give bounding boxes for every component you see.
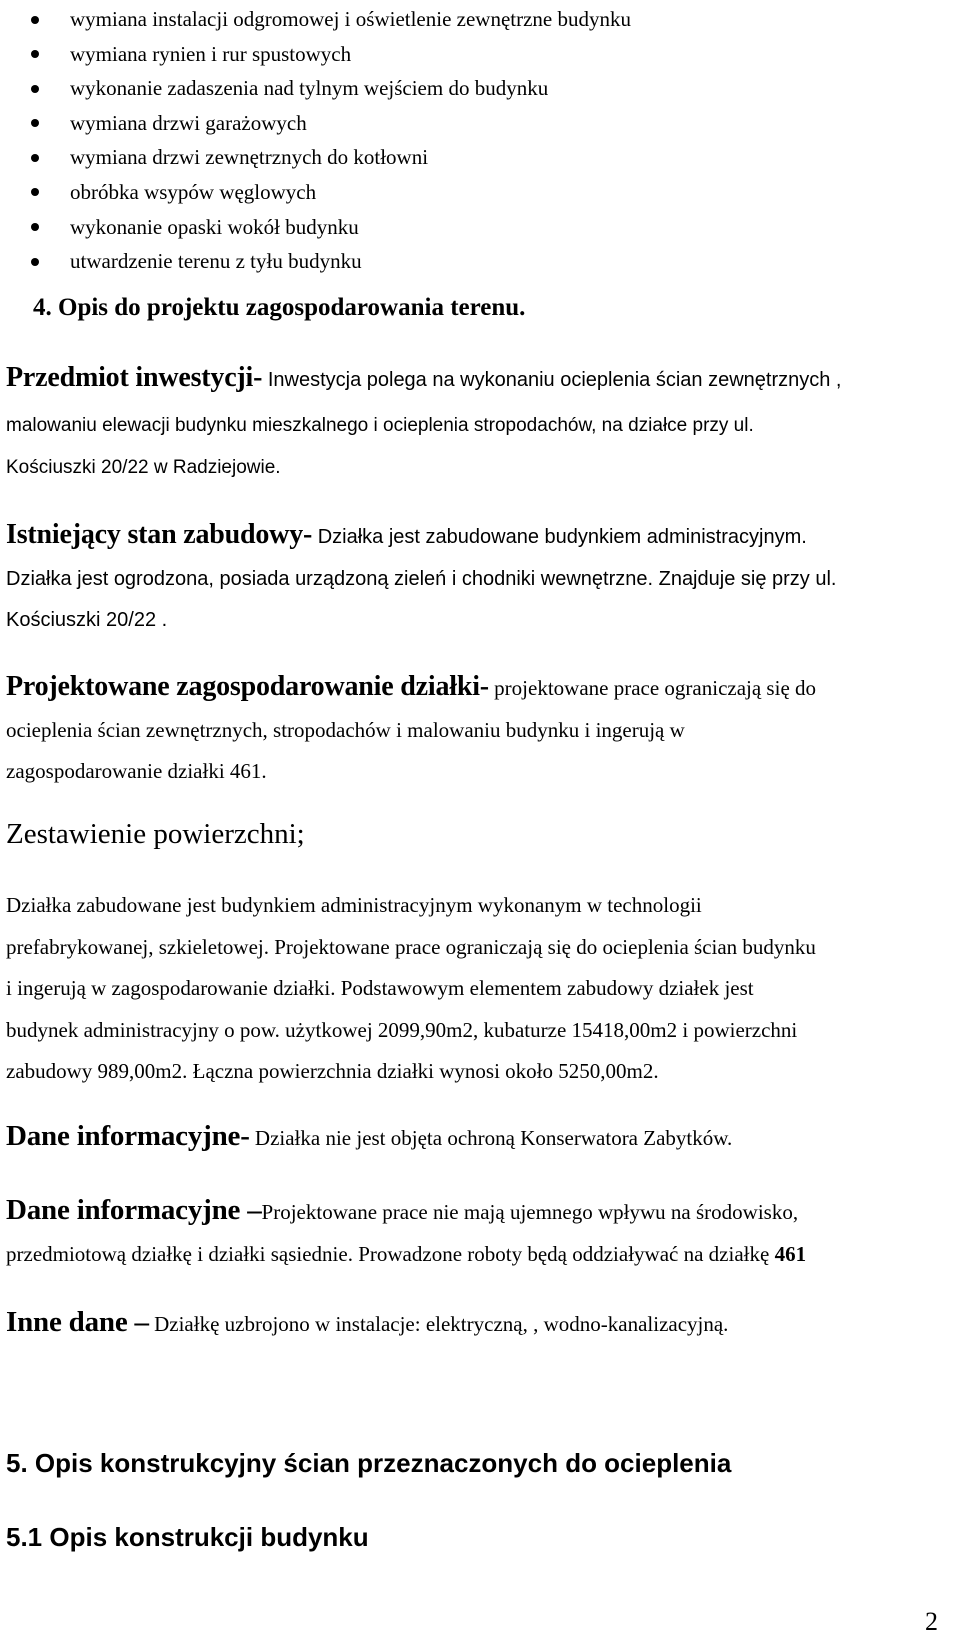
projektowane-lead: Projektowane zagospodarowanie działki- [6, 671, 489, 702]
istniejacy-lead: Istniejący stan zabudowy- [6, 519, 313, 550]
bullet-icon [31, 16, 39, 24]
list-item: wykonanie opaski wokół budynku [30, 210, 930, 245]
bullet-icon [31, 50, 39, 58]
section-4-heading: 4. Opis do projektu zagospodarowania terenu. [33, 294, 526, 321]
dane-informacyjne-2-paragraph: Dane informacyjne –Projektowane prace nie mają ujemnego wpływu na środowisko, przedmiotową działkę i działki sąsiednie. Prowadzone roboty będą oddziaływać na działkę 461 [6, 1194, 807, 1266]
zestawienie-paragraph: Działka zabudowane jest budynkiem administracyjnym wykonanym w technologii prefabrykowanej, szkieletowej. Projektowane prace ograniczają się do ocieplenia ścian budynku i ingerują w zagospodarowanie działki. Podstawowym elementem zabudowy działek jest budynek administracyjny o pow. użytkowej 2099,90m2, kubaturze 15418,00m2 i powierzchni zabudowy 989,00m2. Łączna powierzchnia działki wynosi około 5250,00m2. [6, 893, 816, 1083]
przedmiot-lead: Przedmiot inwestycji- [6, 362, 263, 393]
bullet-icon [31, 119, 39, 127]
section-5-1-heading: 5.1 Opis konstrukcji budynku [6, 1522, 369, 1552]
bullet-icon [31, 188, 39, 196]
list-item: wymiana drzwi zewnętrznych do kotłowni [30, 140, 930, 175]
works-bullet-list [30, 2, 930, 279]
zestawienie-heading: Zestawienie powierzchni; [6, 818, 305, 850]
list-item: wymiana rynien i rur spustowych [30, 37, 930, 72]
list-item: utwardzenie terenu z tyłu budynku [30, 244, 930, 279]
dane2-lead: Dane informacyjne – [6, 1194, 262, 1226]
list-item: wymiana drzwi garażowych [30, 106, 930, 141]
bullet-icon [31, 85, 39, 93]
dane-informacyjne-1-paragraph: Dane informacyjne- Działka nie jest objęta ochroną Konserwatora Zabytków. [6, 1120, 733, 1152]
list-item: obróbka wsypów węglowych [30, 175, 930, 210]
list-item: wymiana instalacji odgromowej i oświetlenie zewnętrzne budynku [30, 2, 930, 37]
przedmiot-inwestycji-paragraph: Przedmiot inwestycji- Inwestycja polega na wykonaniu ocieplenia ścian zewnętrznych , malowaniu elewacji budynku mieszkalnego i ocieplenia stropodachów, na działce przy ul. Kościuszki 20/22 w Radziejowie. [6, 362, 842, 478]
inne-lead: Inne dane – [6, 1306, 149, 1338]
bullet-icon [31, 223, 39, 231]
dane1-lead: Dane informacyjne- [6, 1120, 250, 1152]
section-5-heading: 5. Opis konstrukcyjny ścian przeznaczonych do ocieplenia [6, 1448, 732, 1478]
projektowane-zagospodarowanie-paragraph: Projektowane zagospodarowanie działki- projektowane prace ograniczają się do ocieplenia ścian zewnętrznych, stropodachów i malowaniu budynku i ingerują w zagospodarowanie działki 461. [6, 671, 817, 783]
list-item: wykonanie zadaszenia nad tylnym wejściem do budynku [30, 71, 930, 106]
page-number: 2 [925, 1607, 938, 1636]
bullet-icon [31, 258, 39, 266]
bullet-icon [31, 154, 39, 162]
inne-dane-paragraph: Inne dane – Działkę uzbrojono w instalacje: elektryczną, , wodno-kanalizacyjną. [6, 1306, 729, 1338]
istniejacy-stan-paragraph: Istniejący stan zabudowy- Działka jest zabudowane budynkiem administracyjnym. Działka jest ogrodzona, posiada urządzoną zieleń i chodniki wewnętrzne. Znajduje się przy ul. Kościuszki 20/22 . [6, 519, 837, 631]
